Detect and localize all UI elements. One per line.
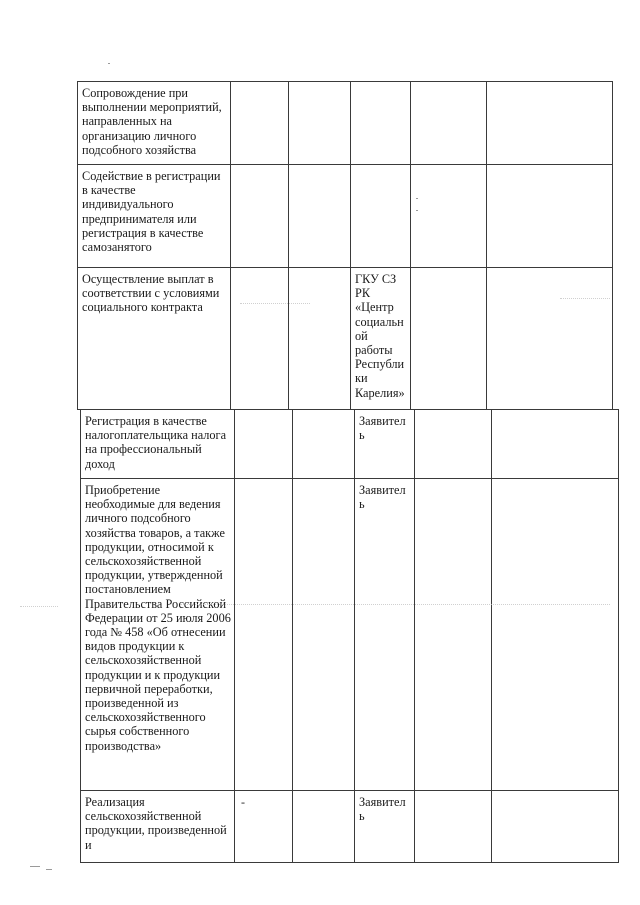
activity-cell: Сопровождение при выполнении мероприятий, направленных на организацию личного подсобного хозяйства [78, 82, 231, 165]
activity-cell: Реализация сельскохозяйственной продукции, произведенной и [81, 791, 235, 863]
executor-cell: Заявитель [355, 791, 415, 863]
scan-artifact [416, 198, 418, 199]
table-cell [487, 82, 613, 165]
table-cell [415, 410, 492, 479]
table-cell [492, 479, 619, 791]
activity-cell: Приобретение необходимые для ведения личного подсобного хозяйства товаров, а также продукции, относимой к сельскохозяйственной продукции, утвержденной постановлением Правительства Российской Федерации от 25 июля 2006 года № 458 «Об отнесении видов продукции к сельскохозяйственной продукции и к продукции первичной переработки, произведенной из сельскохозяйственного сырья собственного производства» [81, 479, 235, 791]
plan-table-upper [77, 81, 613, 410]
scan-artifact [20, 606, 58, 608]
table-row [78, 268, 613, 410]
scan-artifact [46, 869, 52, 870]
table-cell: - [235, 791, 293, 863]
table-cell [293, 791, 355, 863]
scan-artifact [240, 303, 310, 305]
table-cell [411, 165, 487, 268]
table-cell [415, 479, 492, 791]
table-cell [235, 479, 293, 791]
scan-artifact [108, 63, 110, 64]
table-cell [231, 82, 289, 165]
scan-artifact [416, 210, 418, 211]
scan-artifact [30, 866, 40, 867]
table-cell [231, 165, 289, 268]
scan-artifact [180, 604, 610, 606]
table-row [81, 410, 619, 479]
table-row [81, 791, 619, 863]
table-cell [293, 410, 355, 479]
table-cell [293, 479, 355, 791]
executor-cell: Заявитель [355, 479, 415, 791]
activity-cell: Осуществление выплат в соответствии с условиями социального контракта [78, 268, 231, 410]
activity-cell: Регистрация в качестве налогоплательщика налога на профессиональный доход [81, 410, 235, 479]
table-row [78, 82, 613, 165]
plan-table-lower [80, 409, 619, 863]
table-row [78, 165, 613, 268]
scan-artifact [560, 298, 610, 300]
table-cell [492, 791, 619, 863]
table-cell [487, 268, 613, 410]
table-cell [487, 165, 613, 268]
table-cell [411, 82, 487, 165]
activity-cell: Содействие в регистрации в качестве индивидуального предпринимателя или регистрация в качестве самозанятого [78, 165, 231, 268]
table-cell [492, 410, 619, 479]
table-cell [289, 268, 351, 410]
executor-cell: Заявитель [355, 410, 415, 479]
table-row [81, 479, 619, 791]
executor-cell [351, 165, 411, 268]
executor-cell: ГКУ СЗ РК «Центр социальной работы Республики Карелия» [351, 268, 411, 410]
table-cell [411, 268, 487, 410]
table-cell [231, 268, 289, 410]
table-cell [415, 791, 492, 863]
table-cell [289, 165, 351, 268]
table-cell [235, 410, 293, 479]
table-cell [289, 82, 351, 165]
executor-cell [351, 82, 411, 165]
